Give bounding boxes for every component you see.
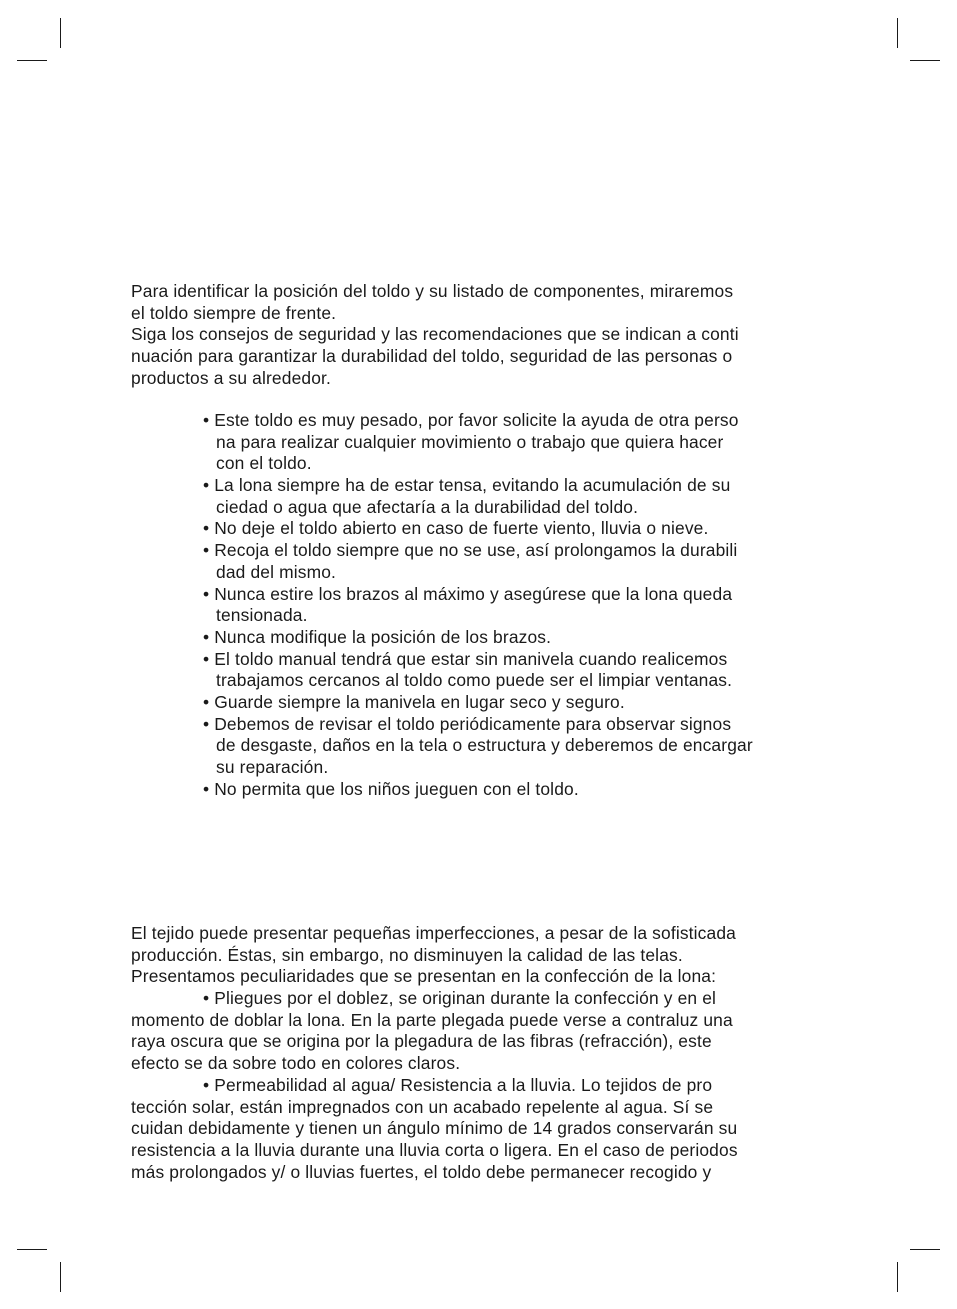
bullet-line: • No deje el toldo abierto en caso de fuerte viento, lluvia o nieve. (203, 518, 709, 539)
fabric-bullet-line: • Permeabilidad al agua/ Resistencia a la lluvia. Lo tejidos de pro (203, 1074, 713, 1095)
crop-mark-bottom-right-horizontal (910, 1249, 940, 1250)
fabric-paragraph (131, 923, 738, 1183)
intro-line: Siga los consejos de seguridad y las recomendaciones que se indican a conti (131, 324, 739, 345)
bullet-line: trabajamos cercanos al toldo como puede ser el limpiar ventanas. (216, 670, 733, 691)
fabric-line: producción. Éstas, sin embargo, no disminuyen la calidad de las telas. (131, 944, 683, 965)
crop-mark-top-left-horizontal (17, 60, 47, 61)
crop-mark-top-left-vertical (60, 18, 61, 48)
safety-bullet-item (203, 540, 753, 583)
bullet-line: • Guarde siempre la manivela en lugar seco y seguro. (203, 691, 625, 712)
safety-bullet-item (203, 518, 753, 540)
fabric-line: raya oscura que se origina por la plegadura de las fibras (refracción), este (131, 1031, 712, 1052)
bullet-line: • Nunca modifique la posición de los brazos. (203, 626, 552, 647)
crop-mark-bottom-right-vertical (897, 1262, 898, 1292)
intro-line: Para identificar la posición del toldo y su listado de componentes, miraremos (131, 281, 734, 301)
intro-line: productos a su alrededor. (131, 367, 332, 388)
safety-bullet-item (203, 714, 753, 779)
bullet-line: • Recoja el toldo siempre que no se use, así prolongamos la durabili (203, 540, 738, 561)
fabric-line: tección solar, están impregnados con un acabado repelente al agua. Sí se (131, 1096, 714, 1117)
fabric-line: Presentamos peculiaridades que se presentan en la confección de la lona: (131, 966, 717, 987)
bullet-line: • Debemos de revisar el toldo periódicamente para observar signos (203, 713, 732, 734)
bullet-line: na para realizar cualquier movimiento o trabajo que quiera hacer (216, 431, 724, 452)
bullet-line: ciedad o agua que afectaría a la durabilidad del toldo. (216, 496, 639, 517)
safety-bullet-item (203, 584, 753, 627)
crop-mark-bottom-left-horizontal (17, 1249, 47, 1250)
fabric-line: El tejido puede presentar pequeñas imperfecciones, a pesar de la sofisticada (131, 923, 736, 943)
fabric-line: resistencia a la lluvia durante una lluvia corta o ligera. En el caso de periodos (131, 1139, 738, 1160)
safety-bullet-item (203, 475, 753, 518)
crop-mark-bottom-left-vertical (60, 1262, 61, 1292)
safety-bullet-list (203, 410, 753, 800)
bullet-line: • La lona siempre ha de estar tensa, evitando la acumulación de su (203, 475, 731, 496)
intro-line: el toldo siempre de frente. (131, 302, 337, 323)
intro-line: nuación para garantizar la durabilidad del toldo, seguridad de las personas o (131, 346, 733, 367)
bullet-line: • Este toldo es muy pesado, por favor solicite la ayuda de otra perso (203, 410, 739, 430)
safety-bullet-item (203, 410, 753, 475)
crop-mark-top-right-vertical (897, 18, 898, 48)
intro-paragraph (131, 281, 739, 389)
safety-bullet-item (203, 779, 753, 801)
bullet-line: • El toldo manual tendrá que estar sin manivela cuando realicemos (203, 648, 728, 669)
bullet-line: de desgaste, daños en la tela o estructura y deberemos de encargar (216, 735, 753, 756)
fabric-bullet-line: • Pliegues por el doblez, se originan durante la confección y en el (203, 988, 717, 1009)
fabric-line: efecto se da sobre todo en colores claros. (131, 1053, 461, 1074)
bullet-line: • No permita que los niños jueguen con el toldo. (203, 778, 579, 799)
safety-bullet-item (203, 692, 753, 714)
safety-bullet-item (203, 627, 753, 649)
crop-mark-top-right-horizontal (910, 60, 940, 61)
fabric-line: momento de doblar la lona. En la parte plegada puede verse a contraluz una (131, 1009, 733, 1030)
fabric-line: más prolongados y/ o lluvias fuertes, el toldo debe permanecer recogido y (131, 1161, 712, 1182)
bullet-line: con el toldo. (216, 453, 312, 474)
bullet-line: • Nunca estire los brazos al máximo y asegúrese que la lona queda (203, 583, 733, 604)
safety-bullet-item (203, 649, 753, 692)
fabric-line: cuidan debidamente y tienen un ángulo mínimo de 14 grados conservarán su (131, 1118, 738, 1139)
bullet-line: tensionada. (216, 605, 308, 626)
bullet-line: su reparación. (216, 757, 329, 777)
bullet-line: dad del mismo. (216, 561, 337, 582)
